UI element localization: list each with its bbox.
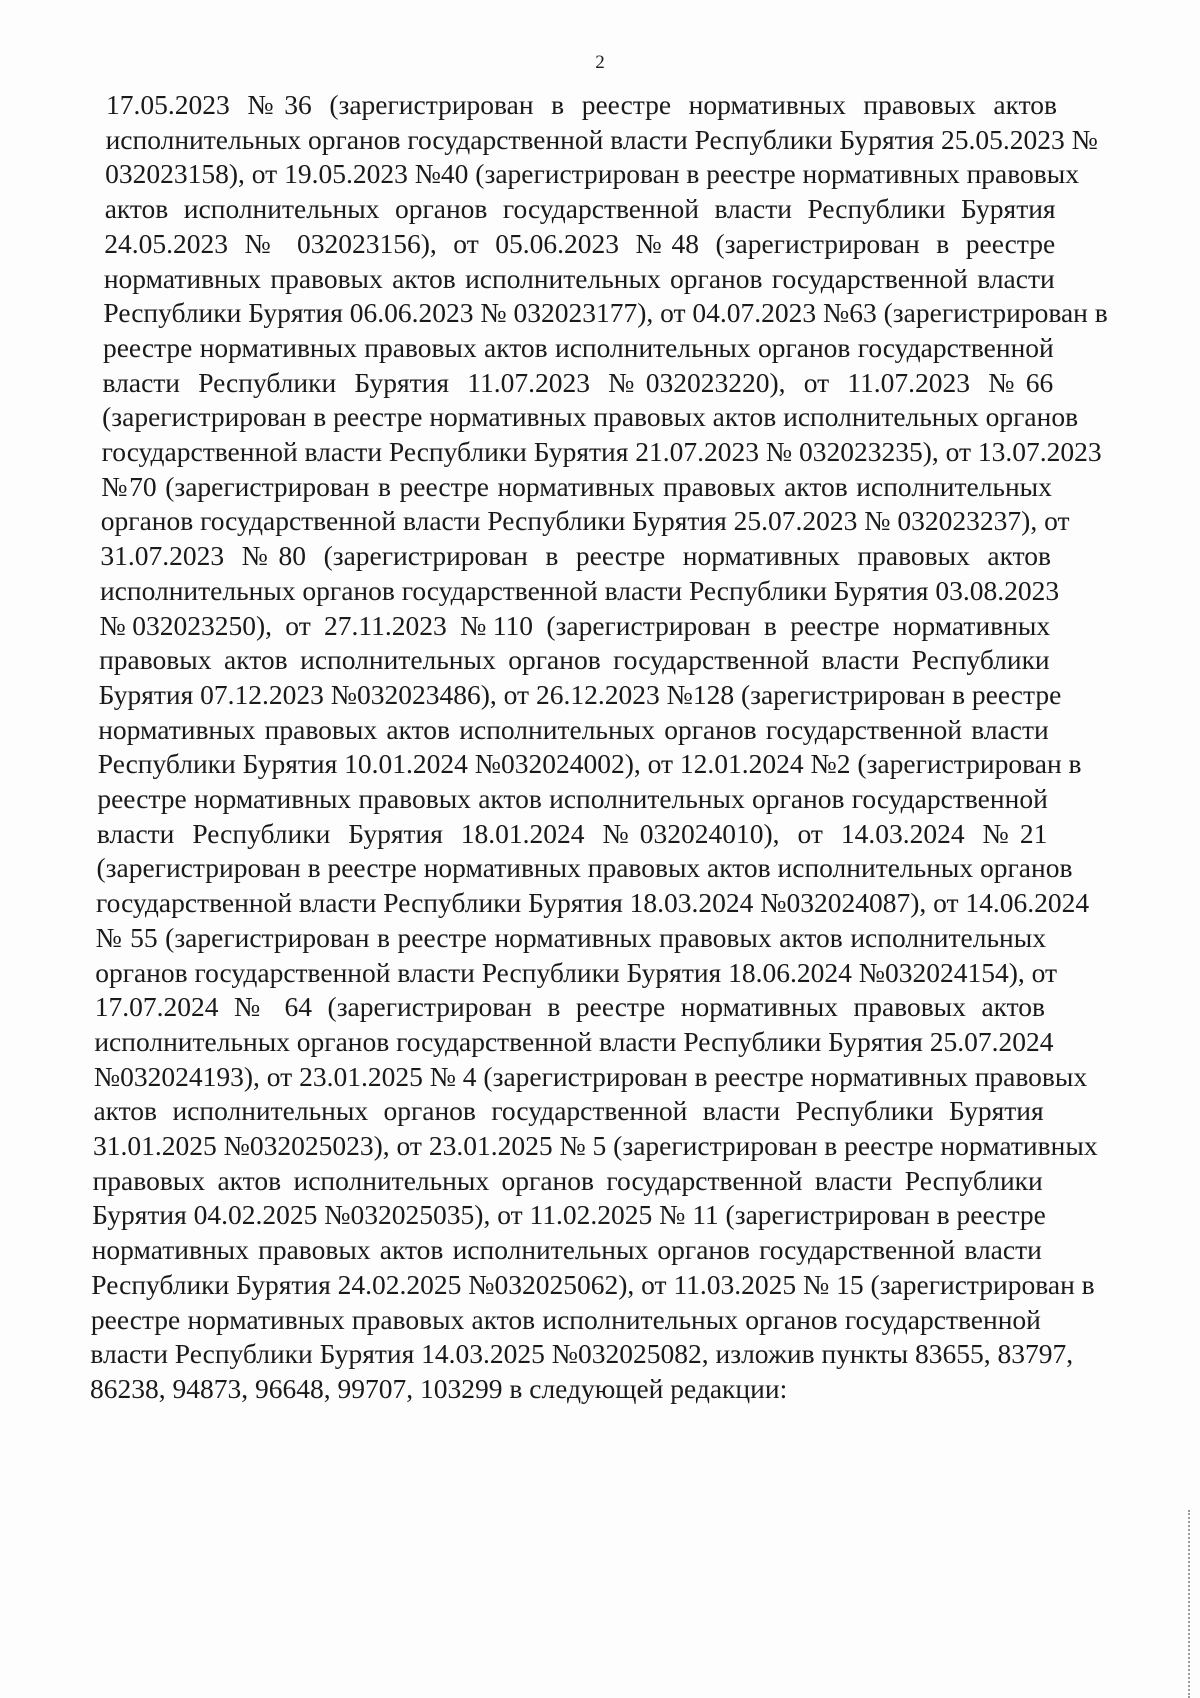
- text-line: 86238, 94873, 96648, 99707, 103299 в следующей редакции:: [90, 1372, 788, 1404]
- text-line: власти Республики Бурятия 18.01.2024 №032024010), от 14.03.2024 №21: [96, 817, 1048, 849]
- text-line: правовых актов исполнительных органов государственной власти Республики: [92, 1164, 1043, 1196]
- text-line: №032023250), от 27.11.2023 №110 (зарегистрирован в реестре нормативных: [99, 609, 1051, 641]
- text-line: органов государственной власти Республики Бурятия 25.07.2023 № 032023237), от: [100, 505, 1070, 537]
- text-line: исполнительных органов государственной власти Республики Бурятия 03.08.2023: [99, 574, 1060, 606]
- text-line: нормативных правовых актов исполнительных органов государственной власти: [98, 713, 1049, 745]
- text-line: нормативных правовых актов исполнительных органов государственной власти: [91, 1234, 1042, 1266]
- text-line: актов исполнительных органов государственной власти Республики Бурятия: [104, 193, 1056, 225]
- text-line: исполнительных органов государственной власти Республики Бурятия 25.07.2024: [94, 1025, 1054, 1057]
- text-line: (зарегистрирован в реестре нормативных правовых актов исполнительных органов: [96, 852, 1073, 884]
- text-line: правовых актов исполнительных органов государственной власти Республики: [99, 644, 1050, 676]
- text-line: 24.05.2023 № 032023156), от 05.06.2023 №48 (зарегистрирован в реестре: [104, 227, 1056, 259]
- page-number: 2: [595, 52, 605, 73]
- text-line: нормативных правовых актов исполнительных органов государственной власти: [103, 262, 1055, 294]
- text-line: актов исполнительных органов государственной власти Республики Бурятия: [93, 1095, 1044, 1127]
- text-line: государственной власти Республики Бурятия 21.07.2023 № 032023235), от 13.07.2023: [101, 436, 1102, 467]
- scan-edge-marks: [1188, 1510, 1192, 1698]
- text-line: 17.07.2024 № 64 (зарегистрирован в реестре нормативных правовых актов: [94, 991, 1046, 1023]
- text-line: государственной власти Республики Бурятия 18.03.2024 №032024087), от 14.06.2024: [96, 887, 1090, 919]
- text-line: 31.01.2025 №032025023), от 23.01.2025 № 5 (зарегистрирован в реестре нормативных: [93, 1130, 1098, 1161]
- text-line: реестре нормативных правовых актов исполнительных органов государственной: [90, 1303, 1041, 1335]
- text-line: №032024193), от 23.01.2025 № 4 (зарегистрирован в реестре нормативных правовых: [93, 1060, 1088, 1092]
- text-line: Бурятия 07.12.2023 №032023486), от 26.12.2023 №128 (зарегистрирован в реестре: [98, 678, 1062, 710]
- text-line: власти Республики Бурятия 11.07.2023 №032023220), от 11.07.2023 №66: [102, 366, 1054, 398]
- text-line: реестре нормативных правовых актов исполнительных органов государственной: [97, 783, 1048, 814]
- text-line: 31.07.2023 №80 (зарегистрирован в реестре нормативных правовых актов: [100, 540, 1052, 572]
- text-line: органов государственной власти Республики Бурятия 18.06.2024 №032024154), от: [95, 956, 1058, 988]
- text-line: №70 (зарегистрирован в реестре нормативных правовых актов исполнительных: [101, 470, 1052, 502]
- text-line: Республики Бурятия 06.06.2023 № 032023177), от 04.07.2023 №63 (зарегистрирован в: [103, 297, 1108, 329]
- text-line: 032023158), от 19.05.2023 №40 (зарегистрирован в реестре нормативных правовых: [105, 158, 1079, 190]
- text-line: Бурятия 04.02.2025 №032025035), от 11.02.2025 № 11 (зарегистрирован в реестре: [92, 1199, 1046, 1231]
- text-line: реестре нормативных правовых актов исполнительных органов государственной: [102, 331, 1054, 363]
- text-line: Республики Бурятия 24.02.2025 №032025062), от 11.03.2025 № 15 (зарегистрирован в: [91, 1268, 1095, 1300]
- text-line: Республики Бурятия 10.01.2024 №032024002), от 12.01.2024 №2 (зарегистрирован в: [97, 748, 1082, 780]
- text-line: исполнительных органов государственной власти Республики Бурятия 25.05.2023 №: [105, 123, 1098, 155]
- text-line: 17.05.2023 №36 (зарегистрирован в реестре нормативных правовых актов: [106, 89, 1057, 120]
- text-line: (зарегистрирован в реестре нормативных правовых актов исполнительных органов: [102, 401, 1079, 433]
- text-line: власти Республики Бурятия 14.03.2025 №032025082, изложив пункты 83655, 83797,: [90, 1338, 1074, 1370]
- text-line: № 55 (зарегистрирован в реестре нормативных правовых актов исполнительных: [95, 921, 1046, 953]
